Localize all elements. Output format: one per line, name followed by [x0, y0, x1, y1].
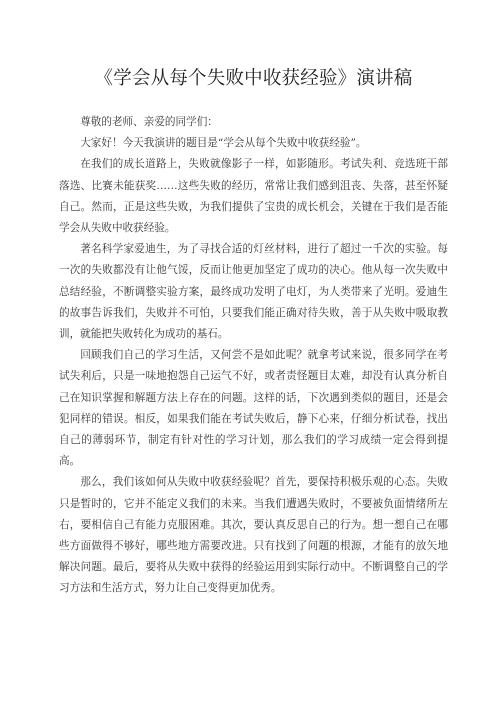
document-body — [59, 112, 448, 600]
paragraph-edison: 著名科学家爱迪生，为了寻找合适的灯丝材料，进行了超过一千次的实验。每一次的失败都没有让他气馁，反而让他更加坚定了成功的决心。他从每一次失败中总结经验，不断调整实验方案，最终成功发明了电灯，为人类带来了光明。爱迪生的故事告诉我们，失败并不可怕，只要我们能正确对待失败，善于从失败中吸取教训，就能把失败转化为成功的基石。 — [59, 243, 448, 341]
paragraph-methods: 那么，我们该如何从失败中收获经验呢？首先，要保持积极乐观的心态。失败只是暂时的，它并不能定义我们的未来。当我们遭遇失败时，不要被负面情绪所左右，要相信自己有能力克服困难。其次，要认真反思自己的行为。想一想自己在哪些方面做得不够好，哪些地方需要改进。只有找到了问题的根源，才能有的放矢地解决问题。最后，要将从失败中获得的经验运用到实际行动中。不断调整自己的学习方法和生活方式，努力让自己变得更加优秀。 — [59, 476, 448, 595]
salutation: 尊敬的老师、亲爱的同学们： — [80, 116, 218, 128]
paragraph-intro: 在我们的成长道路上，失败就像影子一样，如影随形。考试失利、竞选班干部落选、比赛未能获奖……这些失败的经历，常常让我们感到沮丧、失落，甚至怀疑自己。然而，正是这些失败，为我们提供了宝贵的成长机会，关键在于我们是否能学会从失败中收获经验。 — [59, 158, 448, 235]
document-title: 《学会从每个失败中收获经验》演讲稿 — [94, 68, 413, 89]
paragraph-greeting: 大家好！今天我演讲的题目是“学会从每个失败中收获经验”。 — [80, 137, 367, 150]
paragraph-exams: 回顾我们自己的学习生活，又何尝不是如此呢？就拿考试来说，很多同学在考试失利后，只是一味地抱怨自己运气不好，或者责怪题目太难，却没有认真分析自己在知识掌握和解题方法上存在的问题。这样的话，下次遇到类似的题目，还是会犯同样的错误。相反，如果我们能在考试失败后，静下心来，仔细分析试卷，找出自己的薄弱环节，制定有针对性的学习计划，那么我们的学习成绩一定会得到提高。 — [59, 349, 448, 468]
